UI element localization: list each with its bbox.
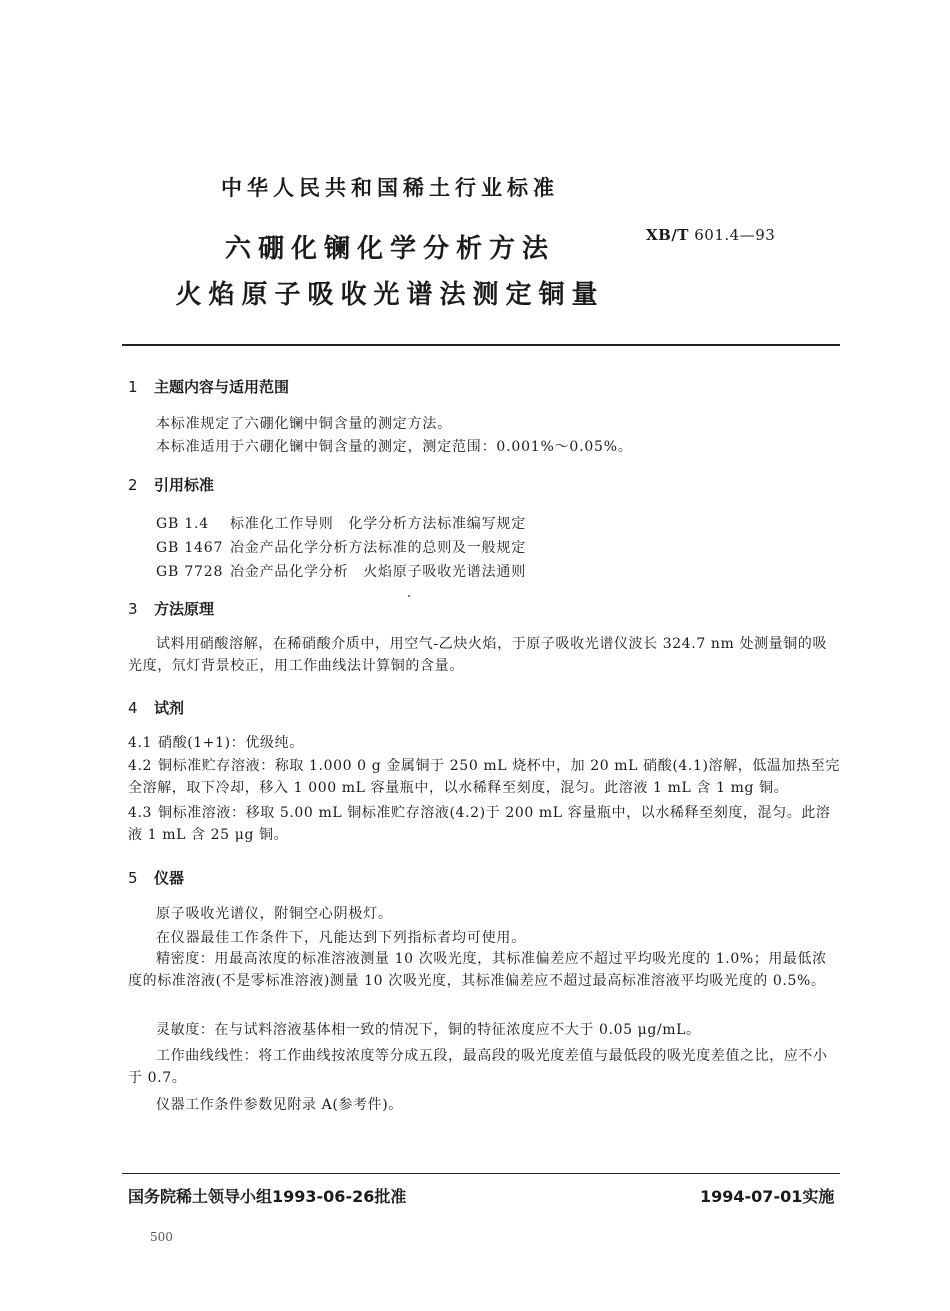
section-3-number: 3 (128, 600, 138, 618)
section-1-paragraph-2: 本标准适用于六硼化镧中铜含量的测定，测定范围：0.001%～0.05%。 (156, 439, 633, 455)
reference-item (156, 561, 526, 581)
reference-title: 标准化工作导则 化学分析方法标准编写规定 (230, 516, 526, 532)
section-3-title: 方法原理 (154, 600, 215, 618)
page-number: 500 (150, 1230, 173, 1244)
section-5-precision: 精密度：用最高浓度的标准溶液测量 10 次吸光度，其标准偏差应不超过平均吸光度的 1.0%；用最低浓度的标准溶液(不是零标准溶液)测量 10 次吸光度，其标准偏差应不超过最高标准溶液平均吸光度的 0.5%。 (128, 951, 827, 989)
implementation-date: 1994-07-01实施 (700, 1187, 835, 1206)
reference-title: 冶金产品化学分析 火焰原子吸收光谱法通则 (230, 564, 526, 580)
national-standard-title: 中华人民共和国稀土行业标准 (221, 176, 559, 200)
section-1-number: 1 (128, 378, 138, 396)
standard-code-number: 601.4—93 (694, 226, 776, 244)
clause-text: 铜标准溶液：移取 5.00 mL 铜标准贮存溶液(4.2)于 200 mL 容量瓶中，以水稀释至刻度，混匀。此溶液 1 mL 含 25 μg 铜。 (128, 805, 831, 843)
section-3-paragraph: 试料用硝酸溶解，在稀硝酸介质中，用空气-乙炔火焰，于原子吸收光谱仪波长 324.7 nm 处测量铜的吸光度，氘灯背景校正，用工作曲线法计算铜的含量。 (128, 636, 828, 674)
reagent-item (128, 732, 840, 754)
reagent-item (128, 802, 840, 846)
scan-speck (408, 595, 410, 597)
clause-number: 4.3 (128, 805, 153, 821)
footer-divider (122, 1173, 840, 1174)
document-title-line-2: 火焰原子吸收光谱法测定铜量 (175, 280, 605, 310)
reference-item (156, 537, 526, 557)
reagent-item (128, 755, 840, 799)
section-5-paragraph-1: 原子吸收光谱仪，附铜空心阴极灯。 (156, 906, 393, 922)
section-1-title: 主题内容与适用范围 (154, 378, 290, 396)
section-5-title: 仪器 (154, 869, 185, 887)
section-5-linearity: 工作曲线线性：将工作曲线按浓度等分成五段，最高段的吸光度差值与最低段的吸光度差值之比，应不小于 0.7。 (128, 1048, 828, 1086)
section-3-heading (128, 598, 214, 619)
section-2-number: 2 (128, 476, 138, 494)
standard-code-prefix: XB/T (646, 226, 689, 244)
document-title-line-1: 六硼化镧化学分析方法 (224, 234, 555, 264)
section-2-title: 引用标准 (154, 476, 215, 494)
reference-code: GB 1467 (156, 540, 224, 556)
header-divider (122, 344, 840, 346)
section-4-heading (128, 697, 184, 718)
reference-code: GB 7728 (156, 564, 224, 580)
clause-number: 4.2 (128, 758, 153, 774)
section-5-appendix-note: 仪器工作条件参数见附录 A(参考件)。 (156, 1097, 403, 1113)
reference-code: GB 1.4 (156, 516, 209, 532)
reference-title: 冶金产品化学分析方法标准的总则及一般规定 (230, 540, 526, 556)
section-5-number: 5 (128, 869, 138, 887)
section-2-heading (128, 474, 214, 495)
section-5-paragraph-2: 在仪器最佳工作条件下，凡能达到下列指标者均可使用。 (156, 930, 526, 946)
approval-statement: 国务院稀土领导小组1993-06-26批准 (128, 1187, 407, 1206)
clause-number: 4.1 (128, 735, 153, 751)
section-4-title: 试剂 (154, 699, 185, 717)
reference-item (156, 513, 526, 533)
clause-text: 铜标准贮存溶液：称取 1.000 0 g 金属铜于 250 mL 烧杯中，加 20 mL 硝酸(4.1)溶解，低温加热至完全溶解，取下冷却，移入 1 000 mL 容量瓶中，以水稀释至刻度，混匀。此溶液 1 mL 含 1 mg 铜。 (128, 758, 840, 796)
clause-text: 硝酸(1+1)：优级纯。 (158, 735, 304, 751)
section-5-heading (128, 867, 184, 888)
section-5-sensitivity: 灵敏度：在与试料溶液基体相一致的情况下，铜的特征浓度应不大于 0.05 μg/mL。 (156, 1022, 701, 1038)
section-4-number: 4 (128, 699, 138, 717)
section-1-paragraph-1: 本标准规定了六硼化镧中铜含量的测定方法。 (156, 416, 452, 432)
section-1-heading (128, 376, 289, 397)
